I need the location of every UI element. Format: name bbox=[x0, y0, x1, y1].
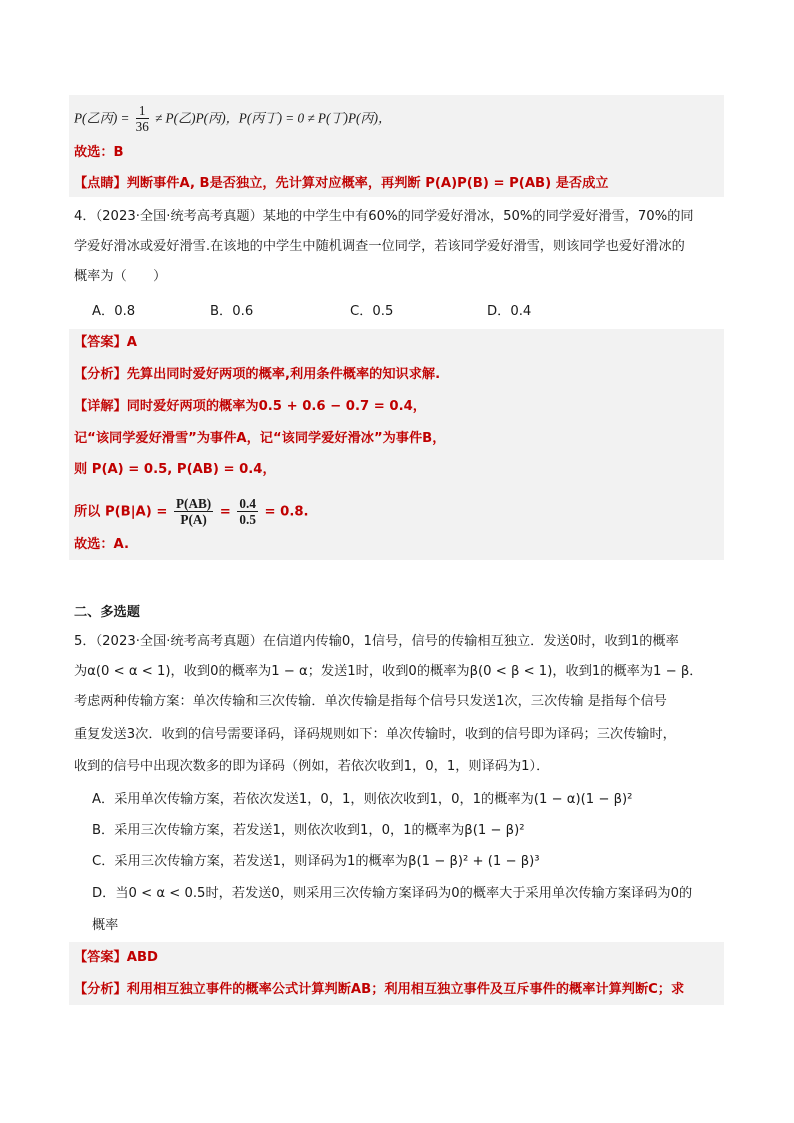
q4-stem-line-1: 4．（2023·全国·统考高考真题）某地的中学生中有60%的同学爱好滑冰，50%的同学爱好滑雪，70%的同 bbox=[74, 209, 694, 224]
q4-option-d: D．0.4 bbox=[487, 304, 532, 319]
q5-option-a: A．采用单次传输方案，若依次发送1，0，1，则依次收到1，0，1的概率为(1 − α)(1 − β)² bbox=[92, 792, 633, 807]
q4-answer: 【答案】A bbox=[74, 335, 137, 350]
q5-stem-line-3: 考虑两种传输方案：单次传输和三次传输．单次传输是指每个信号只发送1次，三次传输 是指每个信号 bbox=[74, 694, 667, 709]
fraction: $\frac{1}{36}$ bbox=[135, 103, 149, 134]
q5-option-d-line-1: D．当0 < α < 0.5时，若发送0，则采用三次传输方案译码为0的概率大于采用单次传输方案译码为0的 bbox=[92, 886, 693, 901]
q4-detail-3: 则 P(A) = 0.5, P(AB) = 0.4， bbox=[74, 462, 276, 477]
q5-stem-line-4: 重复发送3次．收到的信号需要译码，译码规则如下：单次传输时，收到的信号即为译码；三次传输时， bbox=[74, 727, 676, 742]
q4-detail-4: 所以 P(B|A) = $\frac{P(AB)}{P(A)}$ = $\frac{0.4}{0.5}$ = 0.8. bbox=[74, 496, 309, 527]
q4-choose: 故选：A. bbox=[74, 537, 130, 552]
prev-note: 【点睛】判断事件A, B是否独立，先计算对应概率，再判断 P(A)P(B) = P(AB) 是否成立 bbox=[74, 176, 609, 191]
q4-option-a: A．0.8 bbox=[92, 304, 136, 319]
q4-analysis: 【分析】先算出同时爱好两项的概率,利用条件概率的知识求解. bbox=[74, 367, 441, 382]
fraction: $\frac{P(AB)}{P(A)}$ bbox=[176, 496, 212, 527]
q4-stem-line-3: 概率为（ ） bbox=[74, 269, 167, 284]
q5-option-c: C．采用三次传输方案，若发送1，则译码为1的概率为β(1 − β)² + (1 − β)³ bbox=[92, 854, 540, 869]
prev-choose: 故选：B bbox=[74, 145, 124, 160]
q4-detail-1: 【详解】同时爱好两项的概率为0.5 + 0.6 − 0.7 = 0.4， bbox=[74, 399, 426, 414]
q5-stem-line-5: 收到的信号中出现次数多的即为译码（例如，若依次收到1，0，1，则译码为1）． bbox=[74, 759, 550, 774]
section-title: 二、多选题 bbox=[74, 605, 140, 620]
q5-answer: 【答案】ABD bbox=[74, 950, 158, 965]
q5-option-d-line-2: 概率 bbox=[92, 918, 119, 933]
q4-option-b: B．0.6 bbox=[210, 304, 254, 319]
q4-detail-2: 记“该同学爱好滑雪”为事件A，记“该同学爱好滑冰”为事件B， bbox=[74, 431, 446, 446]
fraction: $\frac{0.4}{0.5}$ bbox=[239, 496, 256, 527]
q4-option-c: C．0.5 bbox=[350, 304, 394, 319]
q5-stem-line-2: 为α(0 < α < 1)，收到0的概率为1 − α；发送1时，收到0的概率为β(0 < β < 1)，收到1的概率为1 − β． bbox=[74, 664, 703, 679]
q5-option-b: B．采用三次传输方案，若发送1，则依次收到1，0，1的概率为β(1 − β)² bbox=[92, 823, 525, 838]
q5-stem-line-1: 5．（2023·全国·统考高考真题）在信道内传输0，1信号，信号的传输相互独立．发送0时，收到1的概率 bbox=[74, 634, 679, 649]
prev-formula-line: P(乙丙) = $\frac{1}{36}$ ≠ P(乙)P(丙)，P(丙丁) = 0 ≠ P(丁)P(丙)， bbox=[74, 103, 392, 134]
q4-stem-line-2: 学爱好滑冰或爱好滑雪.在该地的中学生中随机调查一位同学，若该同学爱好滑雪，则该同学也爱好滑冰的 bbox=[74, 239, 685, 254]
q5-analysis: 【分析】利用相互独立事件的概率公式计算判断AB；利用相互独立事件及互斥事件的概率计算判断C；求 bbox=[74, 982, 685, 997]
